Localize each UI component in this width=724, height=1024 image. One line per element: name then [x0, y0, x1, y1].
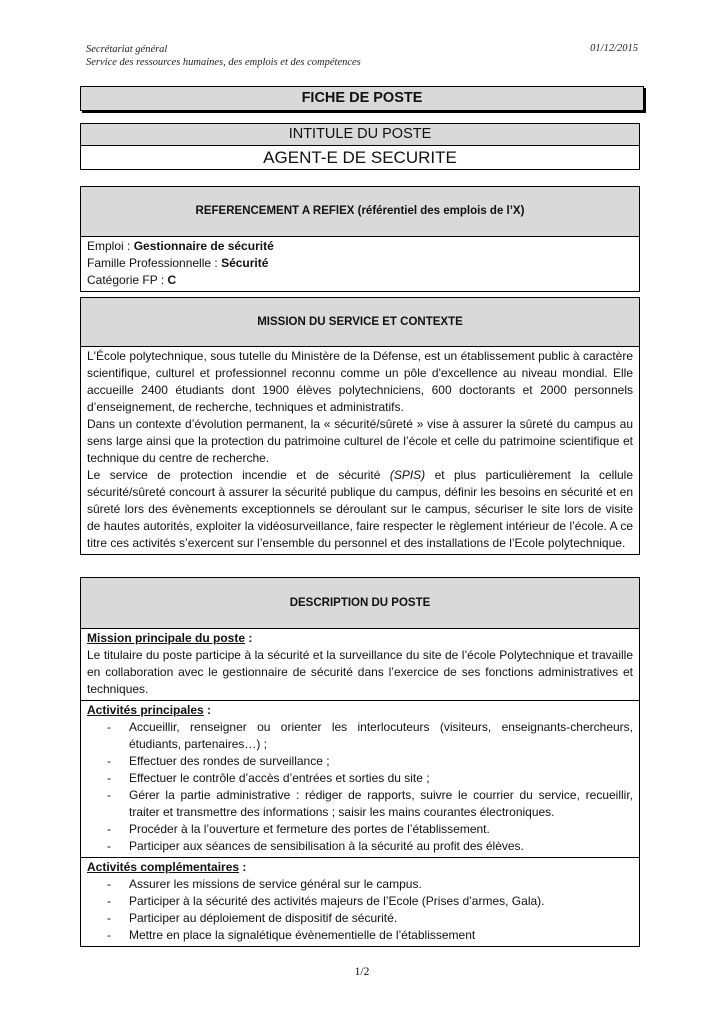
- complementary-activities-title: [87, 859, 633, 876]
- categorie-line: [87, 272, 633, 289]
- mission-paragraph-2: Dans un contexte d’évolution permanent, la « sécurité/sûreté » vise à assurer la sûreté du campus au sens large ainsi que la protection du patrimoine culturel de l’école et celle du patrimoine scientifique et technique du centre de recherche.: [87, 417, 633, 465]
- main-mission-label: Mission principale du poste: [87, 631, 246, 645]
- main-mission-text: Le titulaire du poste participe à la sécurité et la surveillance du site de l’école Polytechnique et travaille en collaboration avec le gestionnaire de sécurité dans l’exercice de ses fonctions administratives et techniques.: [87, 648, 633, 696]
- mission-body: [81, 347, 639, 554]
- emploi-line: [87, 238, 633, 255]
- famille-line: [87, 255, 633, 272]
- main-activities-colon: :: [203, 703, 212, 717]
- main-activities-title: [87, 702, 633, 719]
- header-date: 01/12/2015: [590, 43, 638, 54]
- description-heading: DESCRIPTION DU POSTE: [81, 578, 639, 629]
- famille-value: Sécurité: [221, 256, 269, 270]
- list-item: - Participer à la sécurité des activités majeurs de l’Ecole (Prises d’armes, Gala).: [87, 893, 633, 910]
- emploi-label: Emploi :: [87, 239, 134, 253]
- categorie-value: C: [167, 273, 177, 287]
- main-activities-label: Activités principales: [87, 703, 204, 717]
- mission-paragraph-3: [87, 467, 633, 552]
- emploi-value: Gestionnaire de sécurité: [133, 239, 274, 253]
- list-item: - Effectuer des rondes de surveillance ;: [87, 753, 633, 770]
- page-number: 1/2: [354, 966, 370, 978]
- list-item: - Participer au déploiement de dispositif de sécurité.: [87, 910, 633, 927]
- header-line-2: Service des ressources humaines, des emplois et des compétences: [86, 57, 361, 68]
- mission-paragraph-1: L'École polytechnique, sous tutelle du Ministère de la Défense, est un établissement public à caractère scientifique, culturel et professionnel reconnu comme un pôle d'excellence au niveau mondial. Elle accueille 2400 étudiants dont 1900 élèves polytechniciens, 600 doctorants et 2000 personnels d’enseignement, de recherche, techniques et administratifs.: [87, 349, 633, 414]
- main-activities-list: [87, 719, 633, 855]
- complementary-activities-label: Activités complémentaires: [87, 860, 240, 874]
- fiche-title: FICHE DE POSTE: [80, 86, 644, 111]
- mission-paragraph-3-start: Le service de protection incendie et de sécurité: [87, 468, 390, 482]
- list-item: - Procéder à la l’ouverture et fermeture des portes de l’établissement.: [87, 821, 633, 838]
- main-mission-block: [81, 629, 639, 700]
- mission-heading: MISSION DU SERVICE ET CONTEXTE: [81, 298, 639, 347]
- list-item: - Gérer la partie administrative : rédiger de rapports, suivre le courrier du service, recueillir, traiter et transmettre des informations ; saisir les mains courantes électroniques.: [87, 787, 633, 821]
- list-item: - Participer aux séances de sensibilisation à la sécurité au profit des élèves.: [87, 838, 633, 855]
- complementary-activities-list: [87, 876, 633, 944]
- referencement-heading: REFERENCEMENT A REFlEX (référentiel des emplois de l’X): [81, 187, 639, 237]
- list-item: - Effectuer le contrôle d’accès d’entrées et sorties du site ;: [87, 770, 633, 787]
- description-section: [80, 577, 640, 947]
- referencement-body: [81, 237, 639, 291]
- main-mission-colon: :: [245, 631, 253, 645]
- list-item: - Accueillir, renseigner ou orienter les interlocuteurs (visiteurs, enseignants-chercheurs, étudiants, partenaires…) ;: [87, 719, 633, 753]
- categorie-label: Catégorie FP :: [87, 273, 168, 287]
- main-mission-title: [87, 630, 633, 647]
- referencement-section: [80, 186, 640, 292]
- job-title: AGENT-E DE SECURITE: [80, 145, 640, 170]
- famille-label: Famille Professionnelle :: [87, 256, 222, 270]
- spis-acronym: (SPIS): [389, 468, 426, 482]
- main-activities-block: [81, 700, 639, 857]
- complementary-activities-block: [81, 857, 639, 946]
- mission-section: [80, 297, 640, 555]
- mission-paragraph-3-end: et plus particulièrement la cellule sécurité/sûreté concourt à assurer la sécurité publique du campus, définir les besoins en sécurité et en sûreté lors des évènements exceptionnels se déroulant sur le campus, sécuriser le site lors de visite de hautes autorités, exploiter la vidéosurveillance, faire respecter le règlement intérieur de l’école. A ce titre ces activités s’exercent sur l’ensemble du personnel et des installations de l’Ecole polytechnique.: [87, 468, 634, 550]
- list-item: - Mettre en place la signalétique évènementielle de l’établissement: [87, 927, 633, 944]
- complementary-activities-colon: :: [239, 860, 247, 874]
- header-line-1: Secrétariat général: [86, 44, 168, 55]
- document-header: [86, 43, 361, 69]
- list-item: - Assurer les missions de service général sur le campus.: [87, 876, 633, 893]
- intitule-label: INTITULE DU POSTE: [80, 123, 640, 146]
